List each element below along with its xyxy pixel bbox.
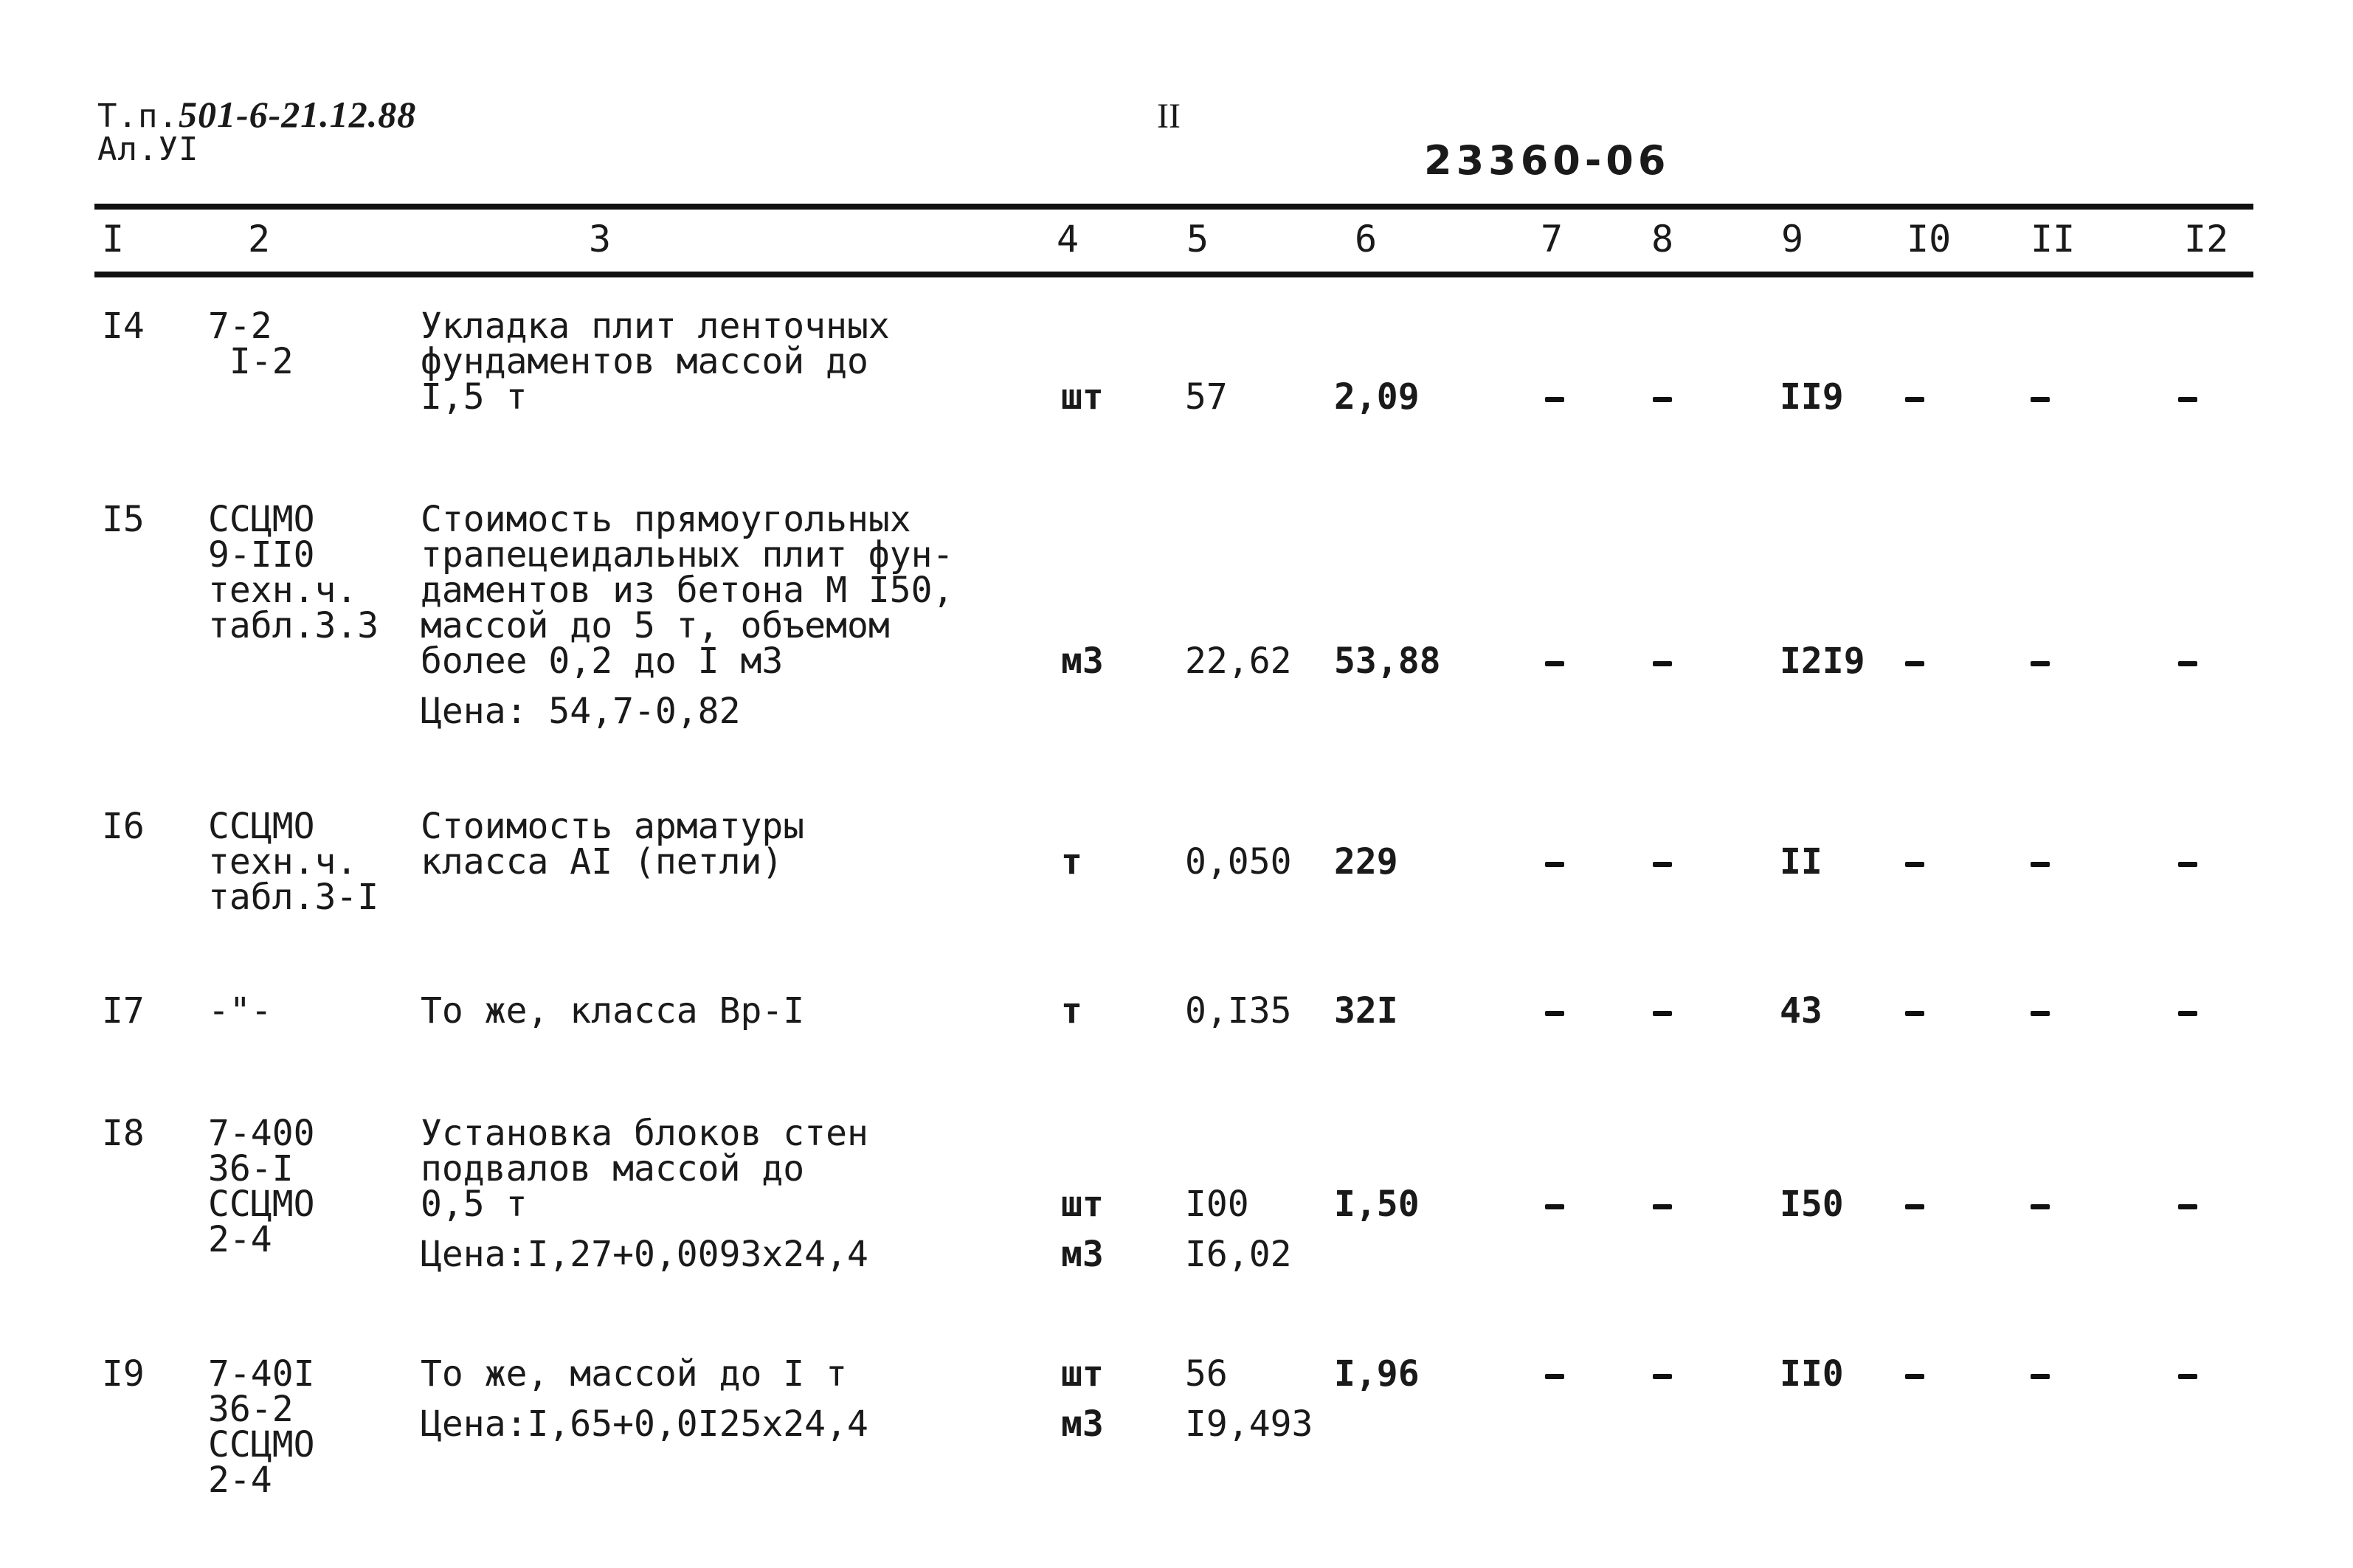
- row-unit: шт: [1061, 376, 1104, 418]
- row-col11-dash: [2031, 1204, 2050, 1209]
- row-col8-dash: [1653, 1374, 1672, 1379]
- row-col7-dash: [1545, 1374, 1564, 1379]
- row-code: ССЦМО техн.ч. табл.3-I: [208, 806, 379, 918]
- row-unit: шт: [1061, 1184, 1104, 1225]
- col-header-10: I0: [1907, 218, 1952, 260]
- row-col12-dash: [2178, 661, 2197, 666]
- row-col10-dash: [1905, 661, 1924, 666]
- row-number: I5: [102, 499, 145, 540]
- tp-prefix: Т.п.: [97, 97, 179, 135]
- row-code: 7-2 I-2: [208, 305, 294, 382]
- row-unit: т: [1061, 841, 1082, 883]
- row-col9-value: II9: [1780, 376, 1844, 418]
- row-quantity: 0,050: [1185, 841, 1292, 883]
- row-number: I8: [102, 1113, 145, 1154]
- row-col10-dash: [1905, 397, 1924, 402]
- row-price: 229: [1334, 841, 1398, 883]
- row-description: Стоимость арматуры класса АI (петли): [421, 806, 805, 883]
- page-number: II: [1157, 97, 1181, 136]
- col-header-5: 5: [1186, 218, 1209, 260]
- row-quantity: 56: [1185, 1353, 1228, 1395]
- row-price-note: Цена: 54,7-0,82: [421, 691, 741, 732]
- row-col9-value: II0: [1780, 1353, 1844, 1395]
- row-price: I,96: [1334, 1353, 1420, 1395]
- header-rule: [94, 272, 2253, 277]
- tp-label: [97, 94, 417, 135]
- row-description: То же, класса Вр-I: [421, 990, 805, 1032]
- col-header-12: I2: [2184, 218, 2229, 260]
- row-price: I,50: [1334, 1184, 1420, 1225]
- row-col8-dash: [1653, 661, 1672, 666]
- row-price: 53,88: [1334, 640, 1441, 682]
- row-col7-dash: [1545, 862, 1564, 867]
- row-col8-dash: [1653, 1204, 1672, 1209]
- row-col11-dash: [2031, 397, 2050, 402]
- row-unit: шт: [1061, 1353, 1104, 1395]
- row-col8-dash: [1653, 862, 1672, 867]
- row-col9-value: 43: [1780, 990, 1822, 1032]
- document-number: 23360-06: [1424, 137, 1670, 184]
- row-quantity: 0,I35: [1185, 990, 1292, 1032]
- row-price: 32I: [1334, 990, 1398, 1032]
- row-quantity: 57: [1185, 376, 1228, 418]
- row-price-note: Цена:I,65+0,0I25х24,4: [421, 1403, 868, 1445]
- row-col7-dash: [1545, 1204, 1564, 1209]
- row-description: То же, массой до I т: [421, 1353, 847, 1395]
- row-col8-dash: [1653, 1011, 1672, 1016]
- col-header-6: 6: [1355, 218, 1378, 260]
- col-header-11: II: [2031, 218, 2076, 260]
- row-code: ССЦМО 9-II0 техн.ч. табл.3.3: [208, 499, 379, 646]
- row-col10-dash: [1905, 1011, 1924, 1016]
- row-code: 7-400 36-I ССЦМО 2-4: [208, 1113, 315, 1260]
- row-col12-dash: [2178, 1011, 2197, 1016]
- row-col9-value: I50: [1780, 1184, 1844, 1225]
- row-col12-dash: [2178, 1374, 2197, 1379]
- row-col9-value: II: [1780, 841, 1822, 883]
- row-number: I7: [102, 990, 145, 1032]
- col-header-7: 7: [1541, 218, 1564, 260]
- row-code: -"-: [208, 990, 272, 1032]
- col-header-2: 2: [248, 218, 271, 260]
- row-col12-dash: [2178, 1204, 2197, 1209]
- tp-number: 501-6-21.12.88: [178, 94, 417, 135]
- row-col7-dash: [1545, 661, 1564, 666]
- col-header-9: 9: [1781, 218, 1804, 260]
- row-quantity: I00: [1185, 1184, 1249, 1225]
- col-header-3: 3: [589, 218, 612, 260]
- album-label: Ал.УI: [97, 131, 199, 168]
- row-col11-dash: [2031, 1374, 2050, 1379]
- row-quantity-secondary: I9,493: [1185, 1403, 1313, 1445]
- row-number: I4: [102, 305, 145, 347]
- row-col11-dash: [2031, 661, 2050, 666]
- row-description: Укладка плит ленточных фундаментов массой до I,5 т: [421, 305, 890, 418]
- row-number: I6: [102, 806, 145, 847]
- row-col11-dash: [2031, 862, 2050, 867]
- row-col12-dash: [2178, 862, 2197, 867]
- row-description: Установка блоков стен подвалов массой до 0,5 т: [421, 1113, 868, 1225]
- row-col10-dash: [1905, 1204, 1924, 1209]
- row-col7-dash: [1545, 1011, 1564, 1016]
- row-col10-dash: [1905, 862, 1924, 867]
- col-header-8: 8: [1651, 218, 1674, 260]
- col-header-1: I: [102, 218, 125, 260]
- top-rule: [94, 204, 2253, 210]
- row-col8-dash: [1653, 397, 1672, 402]
- row-unit-secondary: м3: [1061, 1234, 1104, 1275]
- row-price: 2,09: [1334, 376, 1420, 418]
- row-col11-dash: [2031, 1011, 2050, 1016]
- row-description: Стоимость прямоугольных трапецеидальных плит фун- даментов из бетона М I50, массой до 5 т, объемом более 0,2 до I м3: [421, 499, 954, 682]
- row-col9-value: I2I9: [1780, 640, 1865, 682]
- row-unit: м3: [1061, 640, 1104, 682]
- row-quantity-secondary: I6,02: [1185, 1234, 1292, 1275]
- row-unit: т: [1061, 990, 1082, 1032]
- col-header-4: 4: [1057, 218, 1079, 260]
- row-price-note: Цена:I,27+0,0093х24,4: [421, 1234, 868, 1275]
- row-col12-dash: [2178, 397, 2197, 402]
- row-unit-secondary: м3: [1061, 1403, 1104, 1445]
- row-number: I9: [102, 1353, 145, 1395]
- row-quantity: 22,62: [1185, 640, 1292, 682]
- row-code: 7-40I 36-2 ССЦМО 2-4: [208, 1353, 315, 1501]
- row-col10-dash: [1905, 1374, 1924, 1379]
- row-col7-dash: [1545, 397, 1564, 402]
